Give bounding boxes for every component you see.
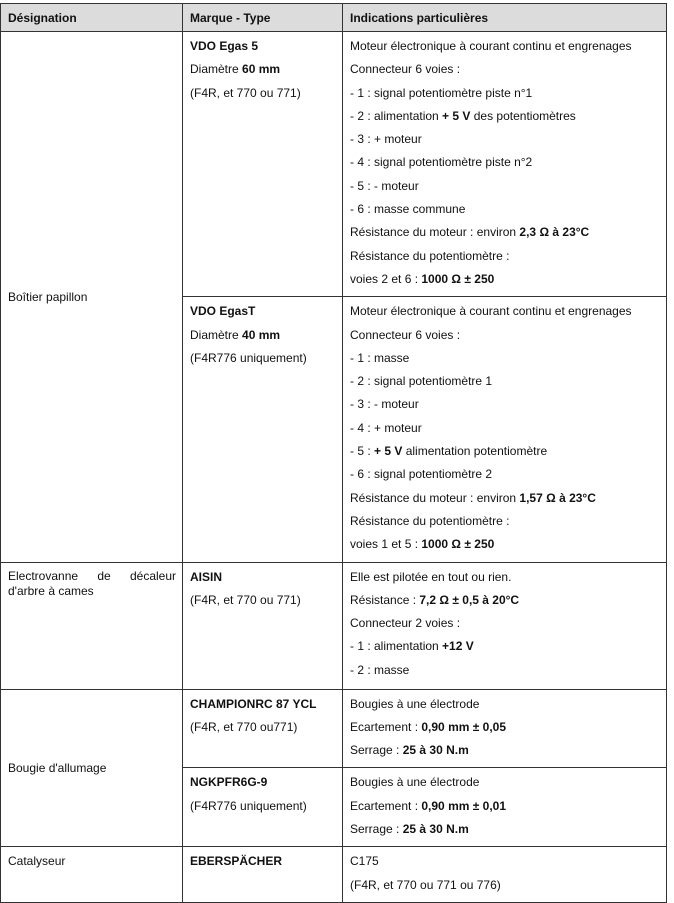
designation-cell bbox=[1, 32, 183, 563]
indication-line: - 3 : - moteur bbox=[350, 397, 419, 412]
table-row bbox=[1, 32, 667, 297]
indication-line: Serrage : 25 à 30 N.m bbox=[350, 743, 469, 758]
brand-cell bbox=[183, 768, 343, 847]
indication-line: - 5 : + 5 V alimentation potentiomètre bbox=[350, 444, 548, 459]
indication-line: - 1 : alimentation +12 V bbox=[350, 639, 474, 654]
indication-line: (F4R, et 770 ou 771 ou 776) bbox=[350, 877, 501, 892]
designation-text: Boîtier papillon bbox=[8, 289, 88, 304]
indications-cell bbox=[343, 847, 667, 903]
brand-text: Diamètre bbox=[190, 327, 243, 342]
brand-cell bbox=[183, 562, 343, 689]
brand-variant: (F4R776 uniquement) bbox=[190, 798, 307, 813]
brand-name: VDO EgasT bbox=[190, 304, 256, 319]
indication-line: - 6 : masse commune bbox=[350, 202, 466, 217]
indication-line: Serrage : 25 à 30 N.m bbox=[350, 822, 469, 837]
indication-line: Résistance du moteur : environ 2,3 Ω à 23°C bbox=[350, 225, 590, 240]
indication-line: - 2 : signal potentiomètre 1 bbox=[350, 374, 493, 389]
header-indications: Indications particulières bbox=[343, 4, 667, 32]
brand-text: Diamètre bbox=[190, 62, 243, 77]
table-row bbox=[1, 847, 667, 903]
indication-line: - 3 : + moteur bbox=[350, 132, 422, 147]
indication-line: - 1 : masse bbox=[350, 350, 410, 365]
indication-line: - 2 : alimentation + 5 V des potentiomètres bbox=[350, 108, 576, 123]
indication-line: - 1 : signal potentiomètre piste n°1 bbox=[350, 85, 533, 100]
indications-cell bbox=[343, 689, 667, 768]
designation-text: Electrovanne de décaleur bbox=[8, 568, 176, 583]
indication-line: - 4 : + moteur bbox=[350, 420, 422, 435]
indication-line: Résistance du potentiomètre : bbox=[350, 248, 510, 263]
designation-cell bbox=[1, 689, 183, 847]
indication-line: - 4 : signal potentiomètre piste n°2 bbox=[350, 155, 533, 170]
brand-value: 60 mm bbox=[242, 62, 281, 77]
indications-cell bbox=[343, 297, 667, 562]
designation-text: d'arbre à cames bbox=[8, 583, 94, 598]
indication-line: - 2 : masse bbox=[350, 662, 410, 677]
brand-name: VDO Egas 5 bbox=[190, 39, 259, 53]
brand-name: AISIN bbox=[190, 569, 223, 584]
designation-text: Bougie d'allumage bbox=[8, 760, 107, 775]
brand-variant: (F4R, et 770 ou771) bbox=[190, 719, 298, 734]
indications-cell bbox=[343, 562, 667, 689]
brand-variant: (F4R, et 770 ou 771) bbox=[190, 592, 301, 607]
designation-cell bbox=[1, 562, 183, 689]
designation-cell bbox=[1, 847, 183, 903]
indication-line: - 6 : signal potentiomètre 2 bbox=[350, 467, 493, 482]
indication-line: Connecteur 2 voies : bbox=[350, 616, 461, 631]
table-row bbox=[1, 562, 667, 689]
indication-line: - 5 : - moteur bbox=[350, 178, 419, 193]
indication-line: Résistance du moteur : environ 1,57 Ω à 23°C bbox=[350, 490, 596, 505]
brand-cell bbox=[183, 847, 343, 903]
indication-line: Bougies à une électrode bbox=[350, 696, 480, 711]
indication-line: voies 1 et 5 : 1000 Ω ± 250 bbox=[350, 537, 495, 552]
brand-cell bbox=[183, 297, 343, 562]
indication-line: Résistance : 7,2 Ω ± 0,5 à 20°C bbox=[350, 592, 520, 607]
brand-variant: (F4R776 uniquement) bbox=[190, 350, 307, 365]
indication-line: Ecartement : 0,90 mm ± 0,05 bbox=[350, 719, 507, 734]
header-row bbox=[1, 4, 667, 32]
indication-line: Connecteur 6 voies : bbox=[350, 62, 461, 77]
indication-line: Ecartement : 0,90 mm ± 0,01 bbox=[350, 798, 507, 813]
brand-name: EBERSPÄCHER bbox=[190, 854, 283, 869]
brand-variant: (F4R, et 770 ou 771) bbox=[190, 85, 301, 100]
brand-cell bbox=[183, 689, 343, 768]
indications-cell bbox=[343, 768, 667, 847]
brand-value: 40 mm bbox=[242, 327, 281, 342]
spec-table bbox=[0, 3, 667, 903]
indication-line: Moteur électronique à courant continu et engrenages bbox=[350, 304, 632, 319]
indications-cell bbox=[343, 32, 667, 297]
header-marque-type: Marque - Type bbox=[183, 4, 343, 32]
header-designation: Désignation bbox=[1, 4, 183, 32]
indication-line: C175 bbox=[350, 854, 379, 869]
indication-line: Résistance du potentiomètre : bbox=[350, 513, 510, 528]
designation-text: Catalyseur bbox=[8, 854, 66, 869]
indication-line: voies 2 et 6 : 1000 Ω ± 250 bbox=[350, 271, 495, 286]
indication-line: Bougies à une électrode bbox=[350, 775, 480, 790]
brand-name: NGKPFR6G-9 bbox=[190, 775, 268, 790]
indication-line: Moteur électronique à courant continu et engrenages bbox=[350, 39, 632, 53]
brand-name: CHAMPIONRC 87 YCL bbox=[190, 696, 317, 711]
indication-line: Elle est pilotée en tout ou rien. bbox=[350, 569, 512, 584]
brand-cell bbox=[183, 32, 343, 297]
indication-line: Connecteur 6 voies : bbox=[350, 327, 461, 342]
table-row bbox=[1, 689, 667, 768]
